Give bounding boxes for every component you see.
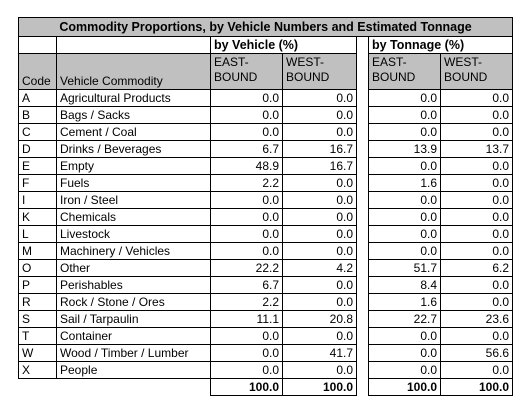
veh-west-cell: 20.8 [283, 311, 357, 328]
veh-west-cell: 0.0 [283, 362, 357, 379]
veh-east-cell: 0.0 [211, 328, 283, 345]
ton-east-cell: 51.7 [369, 260, 441, 277]
ton-west-header: WEST-BOUND [441, 54, 513, 90]
commodity-cell: Iron / Steel [57, 192, 211, 209]
ton-west-cell: 23.6 [441, 311, 513, 328]
veh-west-cell: 16.7 [283, 158, 357, 175]
veh-east-cell: 2.2 [211, 294, 283, 311]
table-row [19, 124, 513, 141]
ton-east-cell: 1.6 [369, 175, 441, 192]
ton-west-cell: 0.0 [441, 90, 513, 107]
commodity-cell: Container [57, 328, 211, 345]
veh-east-cell: 0.0 [211, 362, 283, 379]
gap-cell [357, 362, 369, 379]
code-cell: D [19, 141, 57, 158]
code-cell: M [19, 243, 57, 260]
gap-cell [357, 37, 369, 54]
veh-east-cell: 0.0 [211, 192, 283, 209]
ton-east-cell: 0.0 [369, 158, 441, 175]
table-row [19, 141, 513, 158]
code-cell: I [19, 192, 57, 209]
table-row [19, 311, 513, 328]
veh-east-cell: 6.7 [211, 277, 283, 294]
ton-east-header: EAST-BOUND [369, 54, 441, 90]
ton-east-cell: 0.0 [369, 192, 441, 209]
veh-west-cell: 41.7 [283, 345, 357, 362]
veh-west-cell: 0.0 [283, 124, 357, 141]
commodity-cell: Sail / Tarpaulin [57, 311, 211, 328]
ton-west-cell: 0.0 [441, 328, 513, 345]
total-veh-east: 100.0 [211, 379, 283, 396]
code-cell: F [19, 175, 57, 192]
table-row [19, 277, 513, 294]
veh-east-cell: 0.0 [211, 124, 283, 141]
gap-cell [357, 311, 369, 328]
veh-east-cell: 0.0 [211, 209, 283, 226]
code-cell: A [19, 90, 57, 107]
gap-cell [357, 243, 369, 260]
table-row [19, 175, 513, 192]
veh-west-cell: 0.0 [283, 107, 357, 124]
veh-east-cell: 0.0 [211, 90, 283, 107]
title-row [19, 18, 513, 37]
code-cell: P [19, 277, 57, 294]
commodity-table [18, 17, 513, 396]
commodity-cell: Agricultural Products [57, 90, 211, 107]
code-cell: X [19, 362, 57, 379]
gap-cell [357, 54, 369, 90]
code-cell: K [19, 209, 57, 226]
code-cell: S [19, 311, 57, 328]
gap-cell [357, 107, 369, 124]
veh-west-cell: 0.0 [283, 277, 357, 294]
gap-cell [357, 175, 369, 192]
veh-east-cell: 2.2 [211, 175, 283, 192]
ton-east-cell: 0.0 [369, 328, 441, 345]
table-row [19, 158, 513, 175]
gap-cell [357, 90, 369, 107]
veh-west-cell: 0.0 [283, 243, 357, 260]
empty-cell [57, 37, 211, 54]
table-row [19, 260, 513, 277]
ton-west-cell: 0.0 [441, 192, 513, 209]
code-cell: E [19, 158, 57, 175]
ton-west-cell: 13.7 [441, 141, 513, 158]
table-row [19, 107, 513, 124]
veh-west-cell: 0.0 [283, 90, 357, 107]
code-cell: R [19, 294, 57, 311]
tonnage-group-header: by Tonnage (%) [369, 37, 513, 54]
gap-cell [357, 226, 369, 243]
ton-east-cell: 0.0 [369, 90, 441, 107]
commodity-table-container [18, 17, 513, 396]
ton-east-cell: 0.0 [369, 345, 441, 362]
code-cell: B [19, 107, 57, 124]
gap-cell [357, 294, 369, 311]
ton-west-cell: 0.0 [441, 226, 513, 243]
table-row [19, 345, 513, 362]
veh-east-header: EAST-BOUND [211, 54, 283, 90]
code-cell: W [19, 345, 57, 362]
ton-west-cell: 0.0 [441, 175, 513, 192]
empty-cell [19, 37, 57, 54]
veh-east-cell: 48.9 [211, 158, 283, 175]
gap-cell [357, 124, 369, 141]
veh-west-cell: 0.0 [283, 192, 357, 209]
empty-cell [57, 379, 211, 396]
veh-east-cell: 0.0 [211, 107, 283, 124]
ton-west-cell: 0.0 [441, 209, 513, 226]
ton-west-cell: 0.0 [441, 294, 513, 311]
ton-east-cell: 22.7 [369, 311, 441, 328]
ton-west-cell: 0.0 [441, 124, 513, 141]
veh-west-cell: 0.0 [283, 226, 357, 243]
veh-east-cell: 0.0 [211, 243, 283, 260]
code-header: Code [19, 54, 57, 90]
ton-east-cell: 1.6 [369, 294, 441, 311]
veh-west-header: WEST-BOUND [283, 54, 357, 90]
table-row [19, 192, 513, 209]
ton-east-cell: 0.0 [369, 124, 441, 141]
table-row [19, 90, 513, 107]
ton-east-cell: 13.9 [369, 141, 441, 158]
empty-cell [19, 379, 57, 396]
gap-cell [357, 260, 369, 277]
table-row [19, 243, 513, 260]
veh-west-cell: 0.0 [283, 294, 357, 311]
ton-east-cell: 8.4 [369, 277, 441, 294]
commodity-cell: Drinks / Beverages [57, 141, 211, 158]
column-header-row [19, 54, 513, 90]
gap-cell [357, 158, 369, 175]
gap-cell [357, 379, 369, 396]
total-ton-west: 100.0 [441, 379, 513, 396]
ton-west-cell: 0.0 [441, 158, 513, 175]
commodity-cell: Wood / Timber / Lumber [57, 345, 211, 362]
ton-west-cell: 56.6 [441, 345, 513, 362]
table-title: Commodity Proportions, by Vehicle Numbers and Estimated Tonnage [19, 18, 513, 37]
ton-west-cell: 0.0 [441, 243, 513, 260]
table-row [19, 328, 513, 345]
veh-west-cell: 0.0 [283, 209, 357, 226]
commodity-cell: Machinery / Vehicles [57, 243, 211, 260]
total-ton-east: 100.0 [369, 379, 441, 396]
total-veh-west: 100.0 [283, 379, 357, 396]
gap-cell [357, 192, 369, 209]
commodity-cell: People [57, 362, 211, 379]
commodity-cell: Livestock [57, 226, 211, 243]
ton-west-cell: 0.0 [441, 362, 513, 379]
gap-cell [357, 345, 369, 362]
code-cell: C [19, 124, 57, 141]
ton-east-cell: 0.0 [369, 226, 441, 243]
gap-cell [357, 209, 369, 226]
commodity-cell: Perishables [57, 277, 211, 294]
commodity-cell: Other [57, 260, 211, 277]
table-row [19, 294, 513, 311]
table-row [19, 226, 513, 243]
commodity-cell: Cement / Coal [57, 124, 211, 141]
ton-west-cell: 6.2 [441, 260, 513, 277]
table-row [19, 362, 513, 379]
ton-west-cell: 0.0 [441, 277, 513, 294]
group-header-row [19, 37, 513, 54]
commodity-cell: Bags / Sacks [57, 107, 211, 124]
commodity-header: Vehicle Commodity [57, 54, 211, 90]
veh-east-cell: 11.1 [211, 311, 283, 328]
ton-east-cell: 0.0 [369, 209, 441, 226]
code-cell: L [19, 226, 57, 243]
table-row [19, 209, 513, 226]
veh-east-cell: 22.2 [211, 260, 283, 277]
code-cell: T [19, 328, 57, 345]
ton-east-cell: 0.0 [369, 243, 441, 260]
veh-east-cell: 0.0 [211, 226, 283, 243]
veh-west-cell: 4.2 [283, 260, 357, 277]
gap-cell [357, 141, 369, 158]
ton-east-cell: 0.0 [369, 107, 441, 124]
gap-cell [357, 277, 369, 294]
code-cell: O [19, 260, 57, 277]
ton-west-cell: 0.0 [441, 107, 513, 124]
veh-west-cell: 0.0 [283, 175, 357, 192]
commodity-cell: Chemicals [57, 209, 211, 226]
commodity-cell: Rock / Stone / Ores [57, 294, 211, 311]
veh-east-cell: 0.0 [211, 345, 283, 362]
ton-east-cell: 0.0 [369, 362, 441, 379]
vehicle-group-header: by Vehicle (%) [211, 37, 357, 54]
veh-west-cell: 0.0 [283, 328, 357, 345]
veh-east-cell: 6.7 [211, 141, 283, 158]
veh-west-cell: 16.7 [283, 141, 357, 158]
totals-row [19, 379, 513, 396]
gap-cell [357, 328, 369, 345]
commodity-cell: Fuels [57, 175, 211, 192]
commodity-cell: Empty [57, 158, 211, 175]
